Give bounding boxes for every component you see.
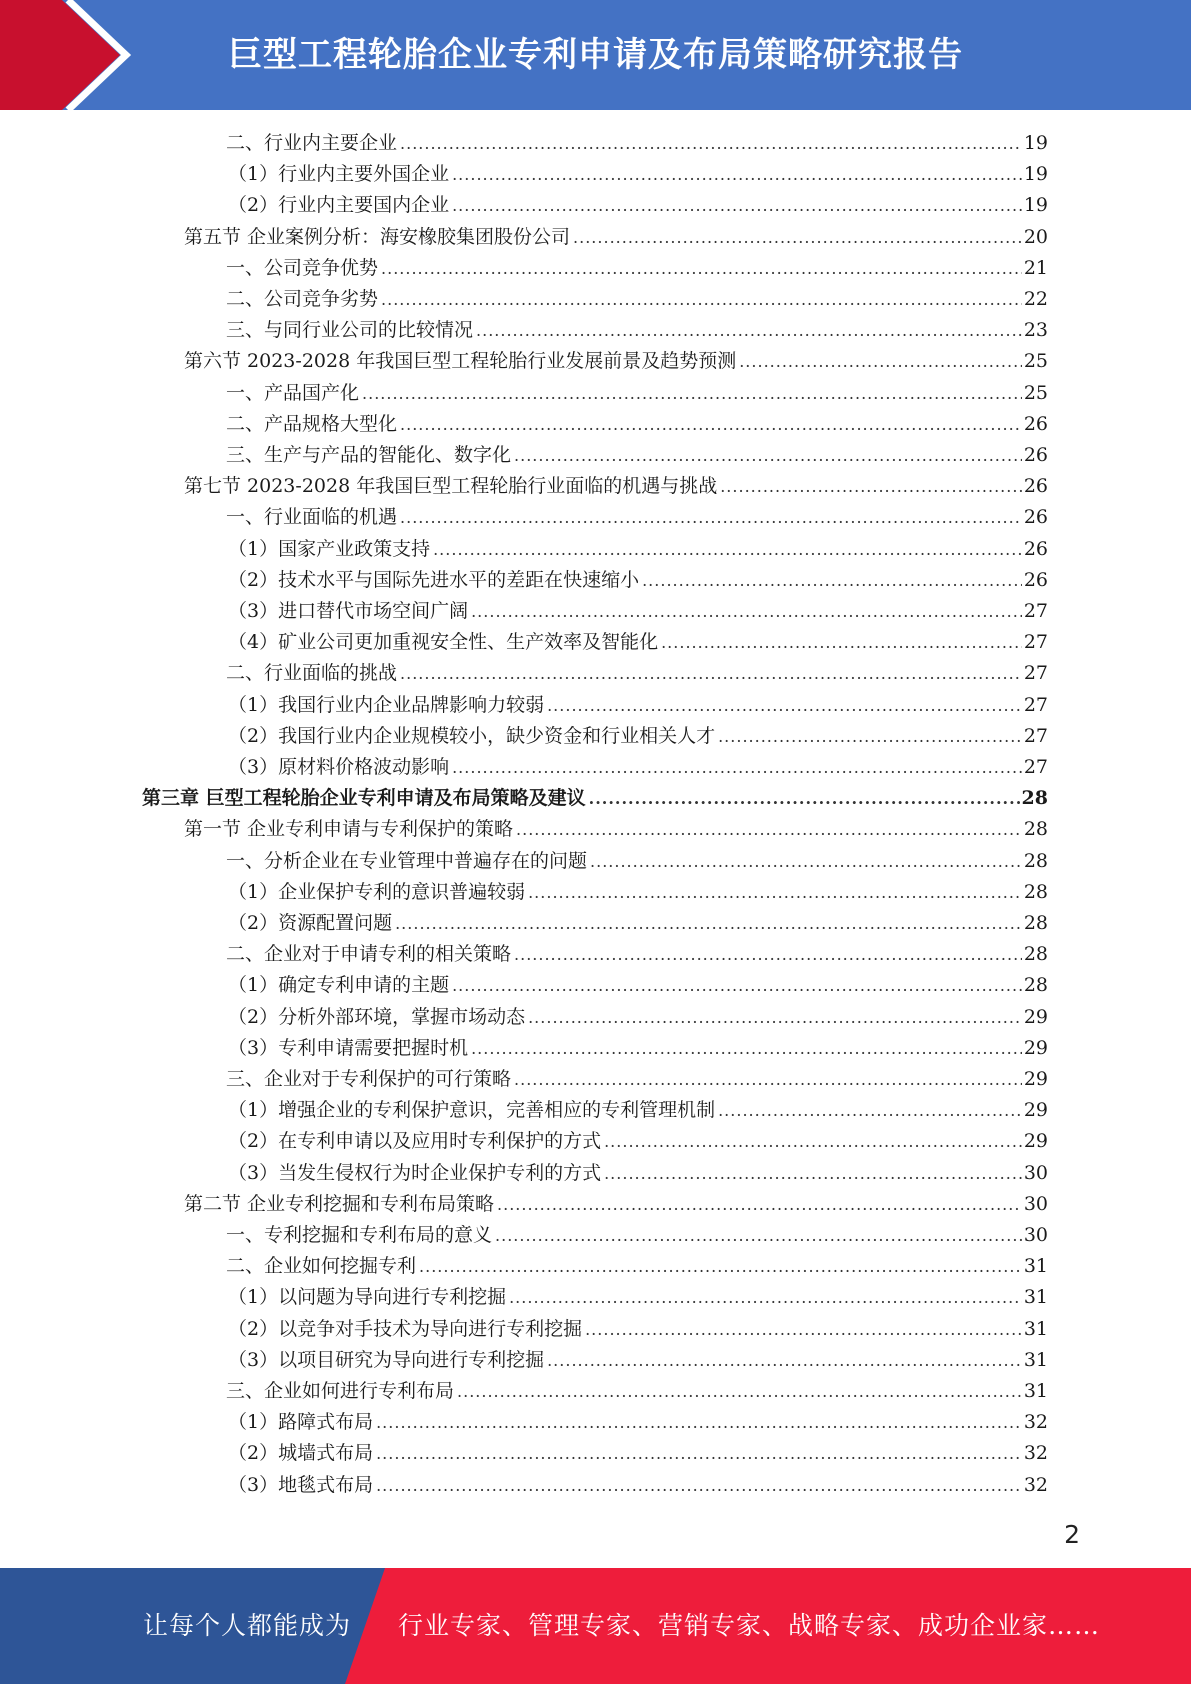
toc-subsection-entry[interactable] <box>226 658 1048 689</box>
toc-subsection-entry[interactable] <box>228 690 1048 721</box>
toc-dot-leader <box>452 752 1022 783</box>
toc-dot-leader <box>590 846 1022 877</box>
document-title: 巨型工程轮胎企业专利申请及布局策略研究报告 <box>228 35 963 75</box>
toc-entry-page: 28 <box>1023 880 1048 903</box>
toc-subsection-entry[interactable] <box>228 159 1048 190</box>
toc-subsection-entry[interactable] <box>228 877 1048 908</box>
toc-entry-title: 一、产品国产化 <box>226 381 360 404</box>
toc-subsection-entry[interactable] <box>228 596 1048 627</box>
toc-entry-page: 31 <box>1023 1286 1048 1309</box>
toc-entry-title: 第二节 企业专利挖掘和专利布局策略 <box>184 1192 495 1215</box>
toc-subsection-entry[interactable] <box>226 1376 1048 1407</box>
toc-entry-title: （1）路障式布局 <box>228 1411 374 1434</box>
toc-subsection-entry[interactable] <box>228 970 1048 1001</box>
toc-entry-title: 三、企业如何进行专利布局 <box>226 1380 455 1402</box>
toc-entry-page: 27 <box>1023 756 1048 778</box>
footer-slogan-left: 让每个人都能成为 <box>143 1611 352 1640</box>
toc-entry-title: 第三章 巨型工程轮胎企业专利申请及布局策略及建议 <box>142 787 586 810</box>
toc-dot-leader <box>376 1470 1022 1501</box>
toc-dot-leader <box>528 877 1022 908</box>
toc-entry-page: 28 <box>1023 818 1048 841</box>
toc-entry-title: （2）资源配置问题 <box>228 912 393 934</box>
toc-subsection-entry[interactable] <box>228 721 1048 752</box>
toc-subsection-entry[interactable] <box>228 534 1048 565</box>
toc-entry-page: 29 <box>1023 1068 1048 1090</box>
toc-subsection-entry[interactable] <box>228 1438 1048 1469</box>
toc-dot-leader <box>720 471 1022 502</box>
toc-entry-title: （3）以项目研究为导向进行专利挖掘 <box>228 1348 545 1371</box>
toc-dot-leader <box>516 814 1022 845</box>
toc-entry-page: 28 <box>1021 787 1048 810</box>
toc-dot-leader <box>642 565 1022 596</box>
toc-subsection-entry[interactable] <box>226 284 1048 315</box>
toc-subsection-entry[interactable] <box>228 1282 1048 1313</box>
toc-dot-leader <box>452 190 1022 221</box>
toc-entry-page: 21 <box>1023 256 1048 279</box>
toc-dot-leader <box>495 1220 1022 1251</box>
toc-entry-page: 28 <box>1023 974 1048 997</box>
toc-section-entry[interactable] <box>184 471 1048 502</box>
toc-entry-page: 29 <box>1023 1005 1048 1028</box>
toc-entry-title: （1）企业保护专利的意识普遍较弱 <box>228 880 526 903</box>
toc-entry-page: 27 <box>1023 662 1048 685</box>
toc-dot-leader <box>419 1251 1022 1282</box>
toc-entry-title: （3）进口替代市场空间广阔 <box>228 600 469 622</box>
toc-entry-title: （1）确定专利申请的主题 <box>228 974 450 997</box>
toc-dot-leader <box>362 378 1022 409</box>
toc-subsection-entry[interactable] <box>228 752 1048 783</box>
toc-dot-leader <box>661 627 1022 658</box>
toc-subsection-entry[interactable] <box>228 908 1048 939</box>
toc-entry-title: （2）技术水平与国际先进水平的差距在快速缩小 <box>228 568 640 591</box>
toc-subsection-entry[interactable] <box>228 1002 1048 1033</box>
toc-subsection-entry[interactable] <box>226 315 1048 346</box>
toc-entry-title: （1）国家产业政策支持 <box>228 537 431 560</box>
toc-dot-leader <box>471 1033 1022 1064</box>
toc-entry-page: 27 <box>1023 631 1048 654</box>
toc-entry-title: 一、公司竞争优势 <box>226 256 379 279</box>
toc-dot-leader <box>476 315 1022 346</box>
toc-entry-title: 第一节 企业专利申请与专利保护的策略 <box>184 818 514 841</box>
toc-entry-page: 26 <box>1023 506 1048 529</box>
toc-entry-page: 28 <box>1023 849 1048 872</box>
toc-entry-title: （3）地毯式布局 <box>228 1473 374 1496</box>
toc-entry-page: 31 <box>1023 1255 1048 1278</box>
toc-entry-title: （4）矿业公司更加重视安全性、生产效率及智能化 <box>228 631 659 654</box>
toc-entry-page: 32 <box>1023 1442 1048 1465</box>
toc-entry-page: 31 <box>1023 1317 1048 1340</box>
toc-dot-leader <box>471 596 1022 627</box>
toc-entry-title: 第七节 2023-2028 年我国巨型工程轮胎行业面临的机遇与挑战 <box>184 475 718 498</box>
footer-banner <box>0 1568 1191 1684</box>
toc-subsection-entry[interactable] <box>226 409 1048 440</box>
toc-entry-title: 一、行业面临的机遇 <box>226 506 398 529</box>
toc-subsection-entry[interactable] <box>226 378 1048 409</box>
toc-subsection-entry[interactable] <box>226 128 1048 159</box>
toc-subsection-entry[interactable] <box>228 627 1048 658</box>
toc-entry-title: 二、公司竞争劣势 <box>226 288 379 310</box>
toc-subsection-entry[interactable] <box>228 190 1048 221</box>
toc-entry-page: 31 <box>1023 1380 1048 1402</box>
toc-entry-page: 25 <box>1023 381 1048 404</box>
toc-entry-page: 32 <box>1023 1473 1048 1496</box>
page-number: 2 <box>1064 1520 1080 1549</box>
toc-dot-leader <box>589 783 1020 814</box>
toc-entry-title: 一、分析企业在专业管理中普遍存在的问题 <box>226 849 588 872</box>
toc-entry-page: 31 <box>1023 1348 1048 1371</box>
toc-dot-leader <box>376 1407 1022 1438</box>
toc-subsection-entry[interactable] <box>228 1158 1048 1189</box>
toc-dot-leader <box>739 346 1022 377</box>
toc-entry-page: 26 <box>1023 475 1048 498</box>
toc-subsection-entry[interactable] <box>228 1470 1048 1501</box>
toc-dot-leader <box>573 222 1022 253</box>
toc-entry-page: 29 <box>1023 1099 1048 1122</box>
toc-entry-page: 19 <box>1023 194 1048 217</box>
footer-slogan-right: 行业专家、管理专家、营销专家、战略专家、成功企业家…… <box>398 1611 1101 1640</box>
toc-entry-title: （3）专利申请需要把握时机 <box>228 1036 469 1059</box>
toc-dot-leader <box>585 1314 1022 1345</box>
toc-entry-title: （1）增强企业的专利保护意识，完善相应的专利管理机制 <box>228 1099 716 1122</box>
toc-entry-title: （3）原材料价格波动影响 <box>228 756 450 778</box>
toc-dot-leader <box>433 534 1022 565</box>
toc-entry-page: 22 <box>1023 288 1048 310</box>
toc-entry-page: 26 <box>1023 412 1048 435</box>
toc-entry-page: 32 <box>1023 1411 1048 1434</box>
toc-dot-leader <box>395 908 1022 939</box>
toc-entry-page: 29 <box>1023 1036 1048 1059</box>
toc-subsection-entry[interactable] <box>226 939 1048 970</box>
toc-section-entry[interactable] <box>184 814 1048 845</box>
toc-dot-leader <box>381 284 1022 315</box>
toc-entry-page: 30 <box>1023 1224 1048 1246</box>
toc-subsection-entry[interactable] <box>226 502 1048 533</box>
toc-section-entry[interactable] <box>184 346 1048 377</box>
toc-entry-title: （1）行业内主要外国企业 <box>228 163 450 186</box>
toc-subsection-entry[interactable] <box>228 1345 1048 1376</box>
toc-dot-leader <box>452 159 1022 190</box>
toc-entry-title: 三、生产与产品的智能化、数字化 <box>226 444 512 466</box>
toc-entry-title: （2）城墙式布局 <box>228 1442 374 1465</box>
toc-dot-leader <box>514 939 1022 970</box>
toc-dot-leader <box>604 1126 1022 1157</box>
toc-dot-leader <box>514 440 1022 471</box>
toc-entry-title: 第五节 企业案例分析：海安橡胶集团股份公司 <box>184 225 571 248</box>
toc-entry-page: 26 <box>1023 568 1048 591</box>
toc-entry-page: 23 <box>1023 319 1048 342</box>
toc-dot-leader <box>514 1064 1022 1095</box>
toc-entry-page: 27 <box>1023 600 1048 622</box>
toc-entry-title: 二、企业如何挖掘专利 <box>226 1255 417 1278</box>
toc-entry-title: 二、产品规格大型化 <box>226 412 398 435</box>
toc-dot-leader <box>400 658 1022 689</box>
toc-entry-page: 19 <box>1023 163 1048 186</box>
toc-dot-leader <box>528 1002 1022 1033</box>
toc-entry-page: 28 <box>1023 912 1048 934</box>
toc-entry-page: 27 <box>1023 693 1048 716</box>
toc-entry-title: （2）我国行业内企业规模较小，缺少资金和行业相关人才 <box>228 724 716 747</box>
toc-entry-page: 29 <box>1023 1130 1048 1153</box>
header-banner <box>0 0 1191 110</box>
toc-dot-leader <box>509 1282 1022 1313</box>
toc-entry-page: 26 <box>1023 537 1048 560</box>
toc-subsection-entry[interactable] <box>228 1095 1048 1126</box>
toc-dot-leader <box>718 721 1022 752</box>
toc-subsection-entry[interactable] <box>226 440 1048 471</box>
toc-subsection-entry[interactable] <box>226 1251 1048 1282</box>
toc-dot-leader <box>547 690 1022 721</box>
toc-subsection-entry[interactable] <box>228 1314 1048 1345</box>
toc-dot-leader <box>497 1189 1022 1220</box>
toc-subsection-entry[interactable] <box>226 846 1048 877</box>
toc-entry-title: （1）我国行业内企业品牌影响力较弱 <box>228 693 545 716</box>
toc-entry-title: 三、企业对于专利保护的可行策略 <box>226 1068 512 1090</box>
toc-entry-page: 26 <box>1023 444 1048 466</box>
toc-subsection-entry[interactable] <box>226 1064 1048 1095</box>
toc-entry-page: 30 <box>1023 1161 1048 1184</box>
toc-entry-page: 30 <box>1023 1192 1048 1215</box>
toc-entry-title: （2）以竞争对手技术为导向进行专利挖掘 <box>228 1317 583 1340</box>
toc-dot-leader <box>400 409 1022 440</box>
toc-subsection-entry[interactable] <box>228 1033 1048 1064</box>
toc-entry-page: 19 <box>1023 132 1048 154</box>
toc-dot-leader <box>604 1158 1022 1189</box>
toc-entry-page: 27 <box>1023 724 1048 747</box>
toc-dot-leader <box>376 1438 1022 1469</box>
toc-entry-title: （3）当发生侵权行为时企业保护专利的方式 <box>228 1161 602 1184</box>
toc-entry-title: （2）行业内主要国内企业 <box>228 194 450 217</box>
toc-section-entry[interactable] <box>184 222 1048 253</box>
toc-entry-title: 一、专利挖掘和专利布局的意义 <box>226 1224 493 1246</box>
toc-entry-page: 28 <box>1023 943 1048 966</box>
toc-entry-page: 20 <box>1023 225 1048 248</box>
toc-dot-leader <box>452 970 1022 1001</box>
toc-dot-leader <box>381 253 1022 284</box>
toc-dot-leader <box>457 1376 1022 1407</box>
toc-entry-title: （2）分析外部环境，掌握市场动态 <box>228 1005 526 1028</box>
toc-dot-leader <box>400 128 1022 159</box>
toc-subsection-entry[interactable] <box>228 1407 1048 1438</box>
toc-subsection-entry[interactable] <box>228 565 1048 596</box>
toc-entry-title: 第六节 2023-2028 年我国巨型工程轮胎行业发展前景及趋势预测 <box>184 350 737 373</box>
toc-dot-leader <box>718 1095 1022 1126</box>
toc-subsection-entry[interactable] <box>226 1220 1048 1251</box>
toc-entry-title: 二、行业面临的挑战 <box>226 662 398 685</box>
toc-entry-title: （2）在专利申请以及应用时专利保护的方式 <box>228 1130 602 1153</box>
red-chevron-decoration <box>0 0 160 110</box>
toc-dot-leader <box>547 1345 1022 1376</box>
toc-chapter-entry[interactable] <box>142 783 1048 814</box>
toc-entry-page: 25 <box>1023 350 1048 373</box>
toc-entry-title: 二、企业对于申请专利的相关策略 <box>226 943 512 966</box>
toc-entry-title: （1）以问题为导向进行专利挖掘 <box>228 1286 507 1309</box>
toc-entry-title: 二、行业内主要企业 <box>226 132 398 154</box>
toc-subsection-entry[interactable] <box>228 1126 1048 1157</box>
toc-dot-leader <box>400 502 1022 533</box>
toc-entry-title: 三、与同行业公司的比较情况 <box>226 319 474 342</box>
toc-subsection-entry[interactable] <box>226 253 1048 284</box>
toc-section-entry[interactable] <box>184 1189 1048 1220</box>
